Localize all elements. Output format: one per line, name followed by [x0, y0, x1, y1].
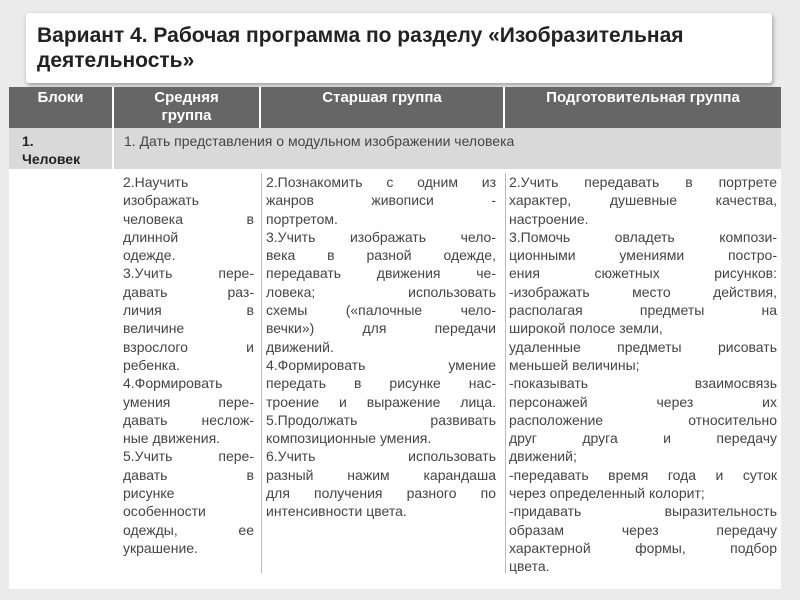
prep-group-cell — [509, 173, 777, 576]
cell-line: ные движения. — [123, 430, 221, 447]
cell-line: особенности — [123, 503, 206, 520]
cell-line: 2.Учить передавать в портрете — [509, 174, 777, 190]
cell-line: 2.Научить — [123, 174, 189, 190]
cell-line: ловека; использовать — [266, 283, 496, 300]
cell-line: передать в рисунке нас- — [266, 375, 496, 392]
cell-line: -показывать взаимосвязь — [509, 375, 777, 392]
cell-line: 6.Учить использовать — [266, 448, 496, 465]
cell-line: величине — [123, 320, 185, 337]
cell-line: цвета. — [509, 558, 550, 575]
cell-line: персонажей через их — [509, 393, 777, 410]
cell-line: личия в — [123, 302, 254, 319]
cell-line: 3.Учить пере- — [123, 265, 254, 282]
cell-line: 4.Формировать — [123, 375, 223, 392]
cell-line: -придавать выразительность — [509, 503, 777, 520]
cell-line: широкой полосе земли, — [509, 320, 663, 337]
page-title: Вариант 4. Рабочая программа по разделу «Изобразительная деятельность» — [37, 24, 684, 72]
cell-line: движений. — [266, 338, 334, 355]
cell-line: вечки») для передачи — [266, 320, 496, 337]
header-prep-group: Подготовительная группа — [505, 87, 781, 128]
cell-line: характер, душевные качества, — [509, 192, 777, 209]
cell-line: -передавать время года и суток — [509, 466, 777, 483]
cell-line: ционными умениями постро- — [509, 247, 777, 264]
program-table — [9, 87, 781, 589]
cell-line: для получения разного по — [266, 485, 496, 502]
cell-line: через определенный колорит; — [509, 485, 705, 502]
cell-line: движений; — [509, 448, 577, 465]
cell-line: жанров живописи - — [266, 192, 496, 209]
cell-line: 3.Учить изображать чело- — [266, 228, 496, 245]
cell-line: передавать движения че- — [266, 265, 496, 282]
senior-group-cell — [266, 173, 496, 521]
cell-line: ения сюжетных рисунков: — [509, 265, 777, 282]
cell-line: располагая предметы на — [509, 302, 777, 319]
cell-line: портретом. — [266, 210, 338, 227]
block-name: 1. Человек — [22, 133, 81, 167]
cell-line: века в разной одежде, — [266, 247, 496, 264]
cell-line: давать в — [123, 466, 254, 483]
title-box — [26, 13, 772, 83]
cell-line: изображать — [123, 192, 200, 209]
cell-line: длинной — [123, 228, 179, 245]
header-blocks: Блоки — [9, 87, 112, 128]
row1-merged-text: 1. Дать представления о модульном изображении человека — [124, 133, 515, 149]
cell-line: взрослого и — [123, 338, 254, 355]
cell-line: украшение. — [123, 539, 198, 556]
header-senior-group: Старшая группа — [261, 87, 503, 128]
cell-line: характерной формы, подбор — [509, 539, 777, 556]
cell-line: -изображать место действия, — [509, 283, 777, 300]
cell-line: 5.Продолжать развивать — [266, 411, 496, 428]
cell-line: давать неслож- — [123, 411, 254, 428]
cell-line: 2.Познакомить с одним из — [266, 174, 496, 190]
cell-line: троение и выражение лица. — [266, 393, 496, 410]
cell-line: давать раз- — [123, 283, 254, 300]
cell-line: друг друга и передачу — [509, 430, 777, 447]
cell-line: образам через передачу — [509, 521, 777, 538]
cell-line: человека в — [123, 210, 254, 227]
cell-line: меньшей величины; — [509, 356, 640, 373]
cell-line: настроение. — [509, 210, 589, 227]
cell-line: 5.Учить пере- — [123, 448, 254, 465]
header-middle-group: Средняя группа — [114, 87, 259, 128]
cell-line: разный нажим карандаша — [266, 466, 496, 483]
cell-line: интенсивности цвета. — [266, 503, 407, 520]
cell-line: схемы («палочные чело- — [266, 302, 496, 319]
cell-line: композиционные умения. — [266, 430, 432, 447]
cell-line: умения пере- — [123, 393, 254, 410]
cell-line: расположение относительно — [509, 411, 777, 428]
table-row — [9, 128, 781, 169]
cell-line: одежде. — [123, 247, 176, 264]
cell-line: удаленные предметы рисовать — [509, 338, 777, 355]
cell-line: одежды, ее — [123, 521, 254, 538]
cell-line: рисунке — [123, 485, 175, 502]
cell-line: 3.Помочь овладеть компози- — [509, 228, 777, 245]
cell-line: 4.Формировать умение — [266, 356, 496, 373]
cell-line: ребенка. — [123, 356, 180, 373]
middle-group-cell — [123, 173, 254, 557]
table-row — [9, 169, 781, 589]
